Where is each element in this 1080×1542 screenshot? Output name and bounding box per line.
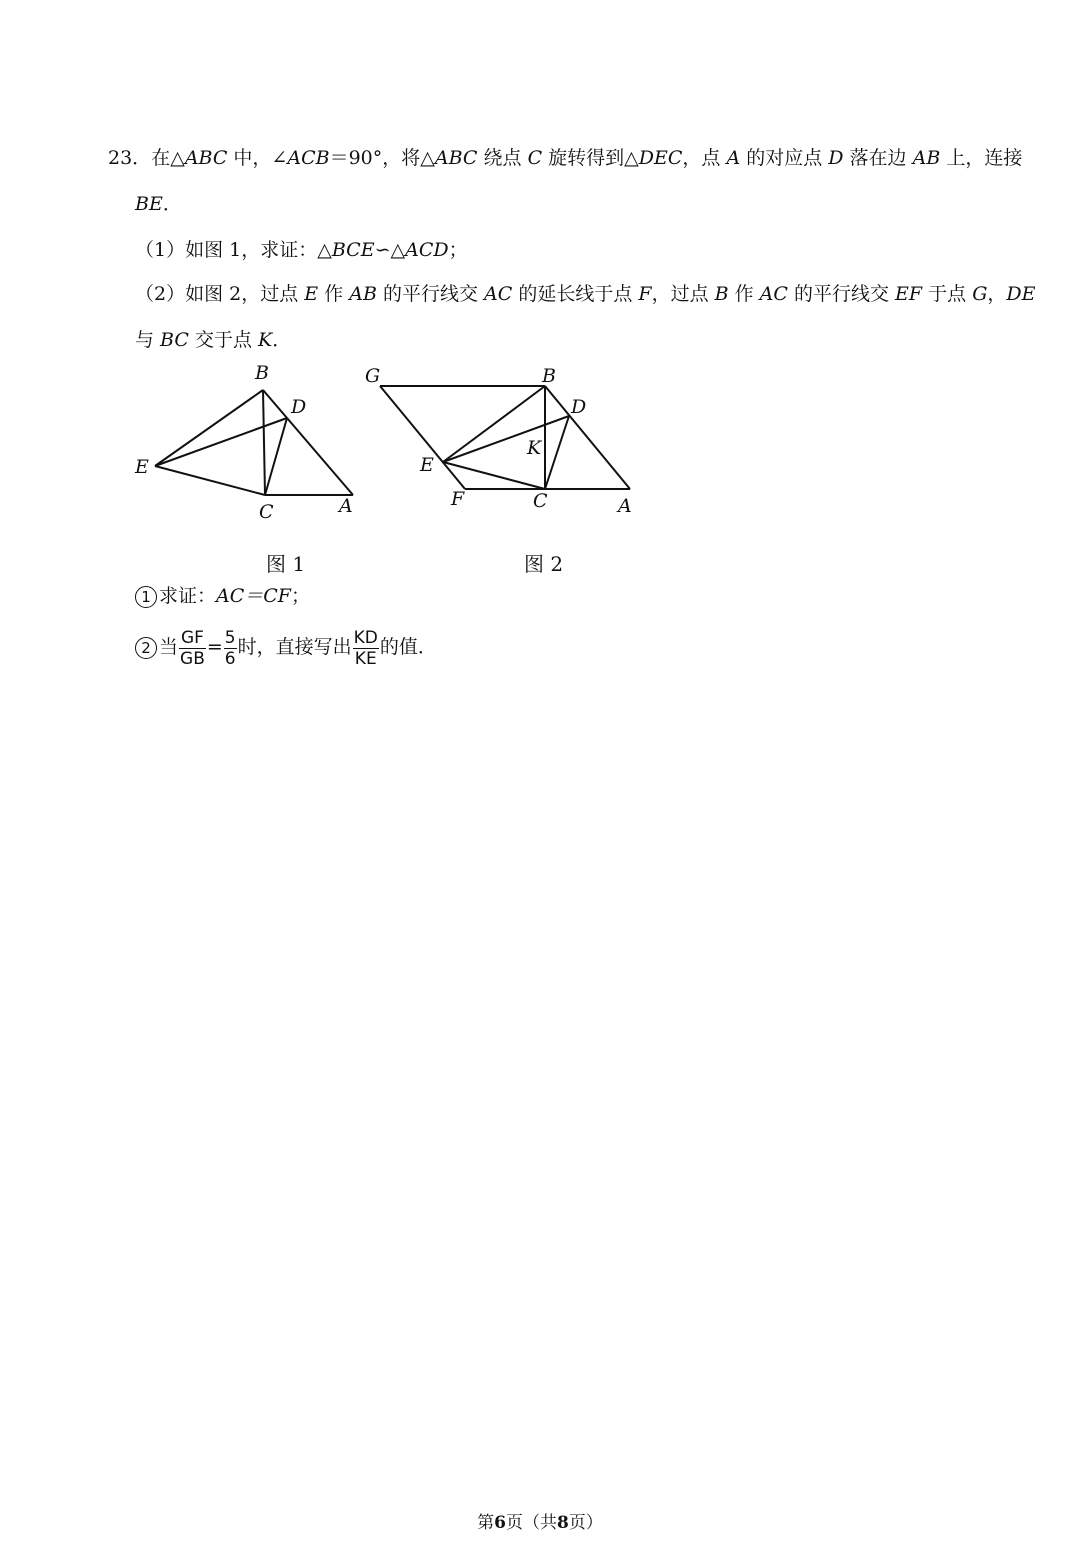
circled-number-2: 2 (135, 637, 157, 659)
fraction-kd-ke: $\frac{KD}{KE}$ (353, 627, 378, 669)
figure-2 (355, 355, 655, 535)
fig1-label-D: D (291, 396, 307, 418)
fig2-label-D: D (571, 396, 587, 418)
figure-1 (125, 355, 375, 535)
fig1-label-B: B (255, 362, 269, 384)
fig2-label-E: E (420, 454, 434, 476)
fig2-label-F: F (451, 488, 465, 510)
figure1-caption: 图 1 (266, 552, 306, 576)
fig2-label-A: A (618, 495, 632, 517)
figure2-caption: 图 2 (524, 552, 564, 576)
fig2-label-K: K (527, 437, 542, 459)
subquestion-2: 2 当 $\frac{GF}{GB}$ = $\frac{5}{6}$ 时，直接写出 $\frac{KD}{KE}$ 的值． (135, 623, 437, 671)
page-number: 6 (494, 1513, 506, 1533)
part2-line2: 与 BC 交于点 K． (135, 329, 292, 351)
subquestion-1: 1 求证：AC＝CF； (135, 584, 310, 608)
fig2-label-C: C (533, 490, 548, 512)
fig2-label-G: G (365, 365, 381, 387)
fig2-seg-ED (443, 416, 569, 462)
circled-number-1: 1 (135, 586, 157, 608)
fig1-seg-DC (265, 418, 287, 495)
fig2-seg-DC (545, 416, 569, 489)
problem-number: 23． (108, 147, 152, 169)
part2-line1: （2）如图 2，过点 E 作 AB 的平行线交 AC 的延长线于点 F，过点 B 作 AC 的平行线交 EF 于点 G，DE (135, 283, 1036, 305)
fig2-seg-EC (443, 462, 545, 489)
problem-intro-line1: 23．在△ABC 中，∠ACB＝90°，将△ABC 绕点 C 旋转得到△DEC，点 A 的对应点 D 落在边 AB 上，连接 (108, 147, 1023, 169)
problem-intro-line2: BE． (135, 193, 182, 215)
fig1-label-A: A (339, 495, 353, 517)
fig1-seg-EB (155, 390, 263, 466)
fraction-gf-gb: $\frac{GF}{GB}$ (180, 627, 205, 669)
fraction-5-6: $\frac{5}{6}$ (224, 627, 236, 669)
fig1-label-C: C (259, 501, 274, 523)
fig2-seg-BA (545, 386, 630, 489)
fig1-seg-BA (263, 390, 353, 495)
fig1-seg-EC (155, 466, 265, 495)
fig2-label-B: B (542, 365, 556, 387)
fig1-seg-ED (155, 418, 287, 466)
fig1-label-E: E (135, 456, 149, 478)
page-footer: 第6页（共8页） (477, 1513, 603, 1533)
page-total: 8 (557, 1513, 569, 1533)
fig1-seg-BC (263, 390, 265, 495)
part1-line: （1）如图 1，求证：△BCE∽△ACD； (135, 239, 468, 261)
